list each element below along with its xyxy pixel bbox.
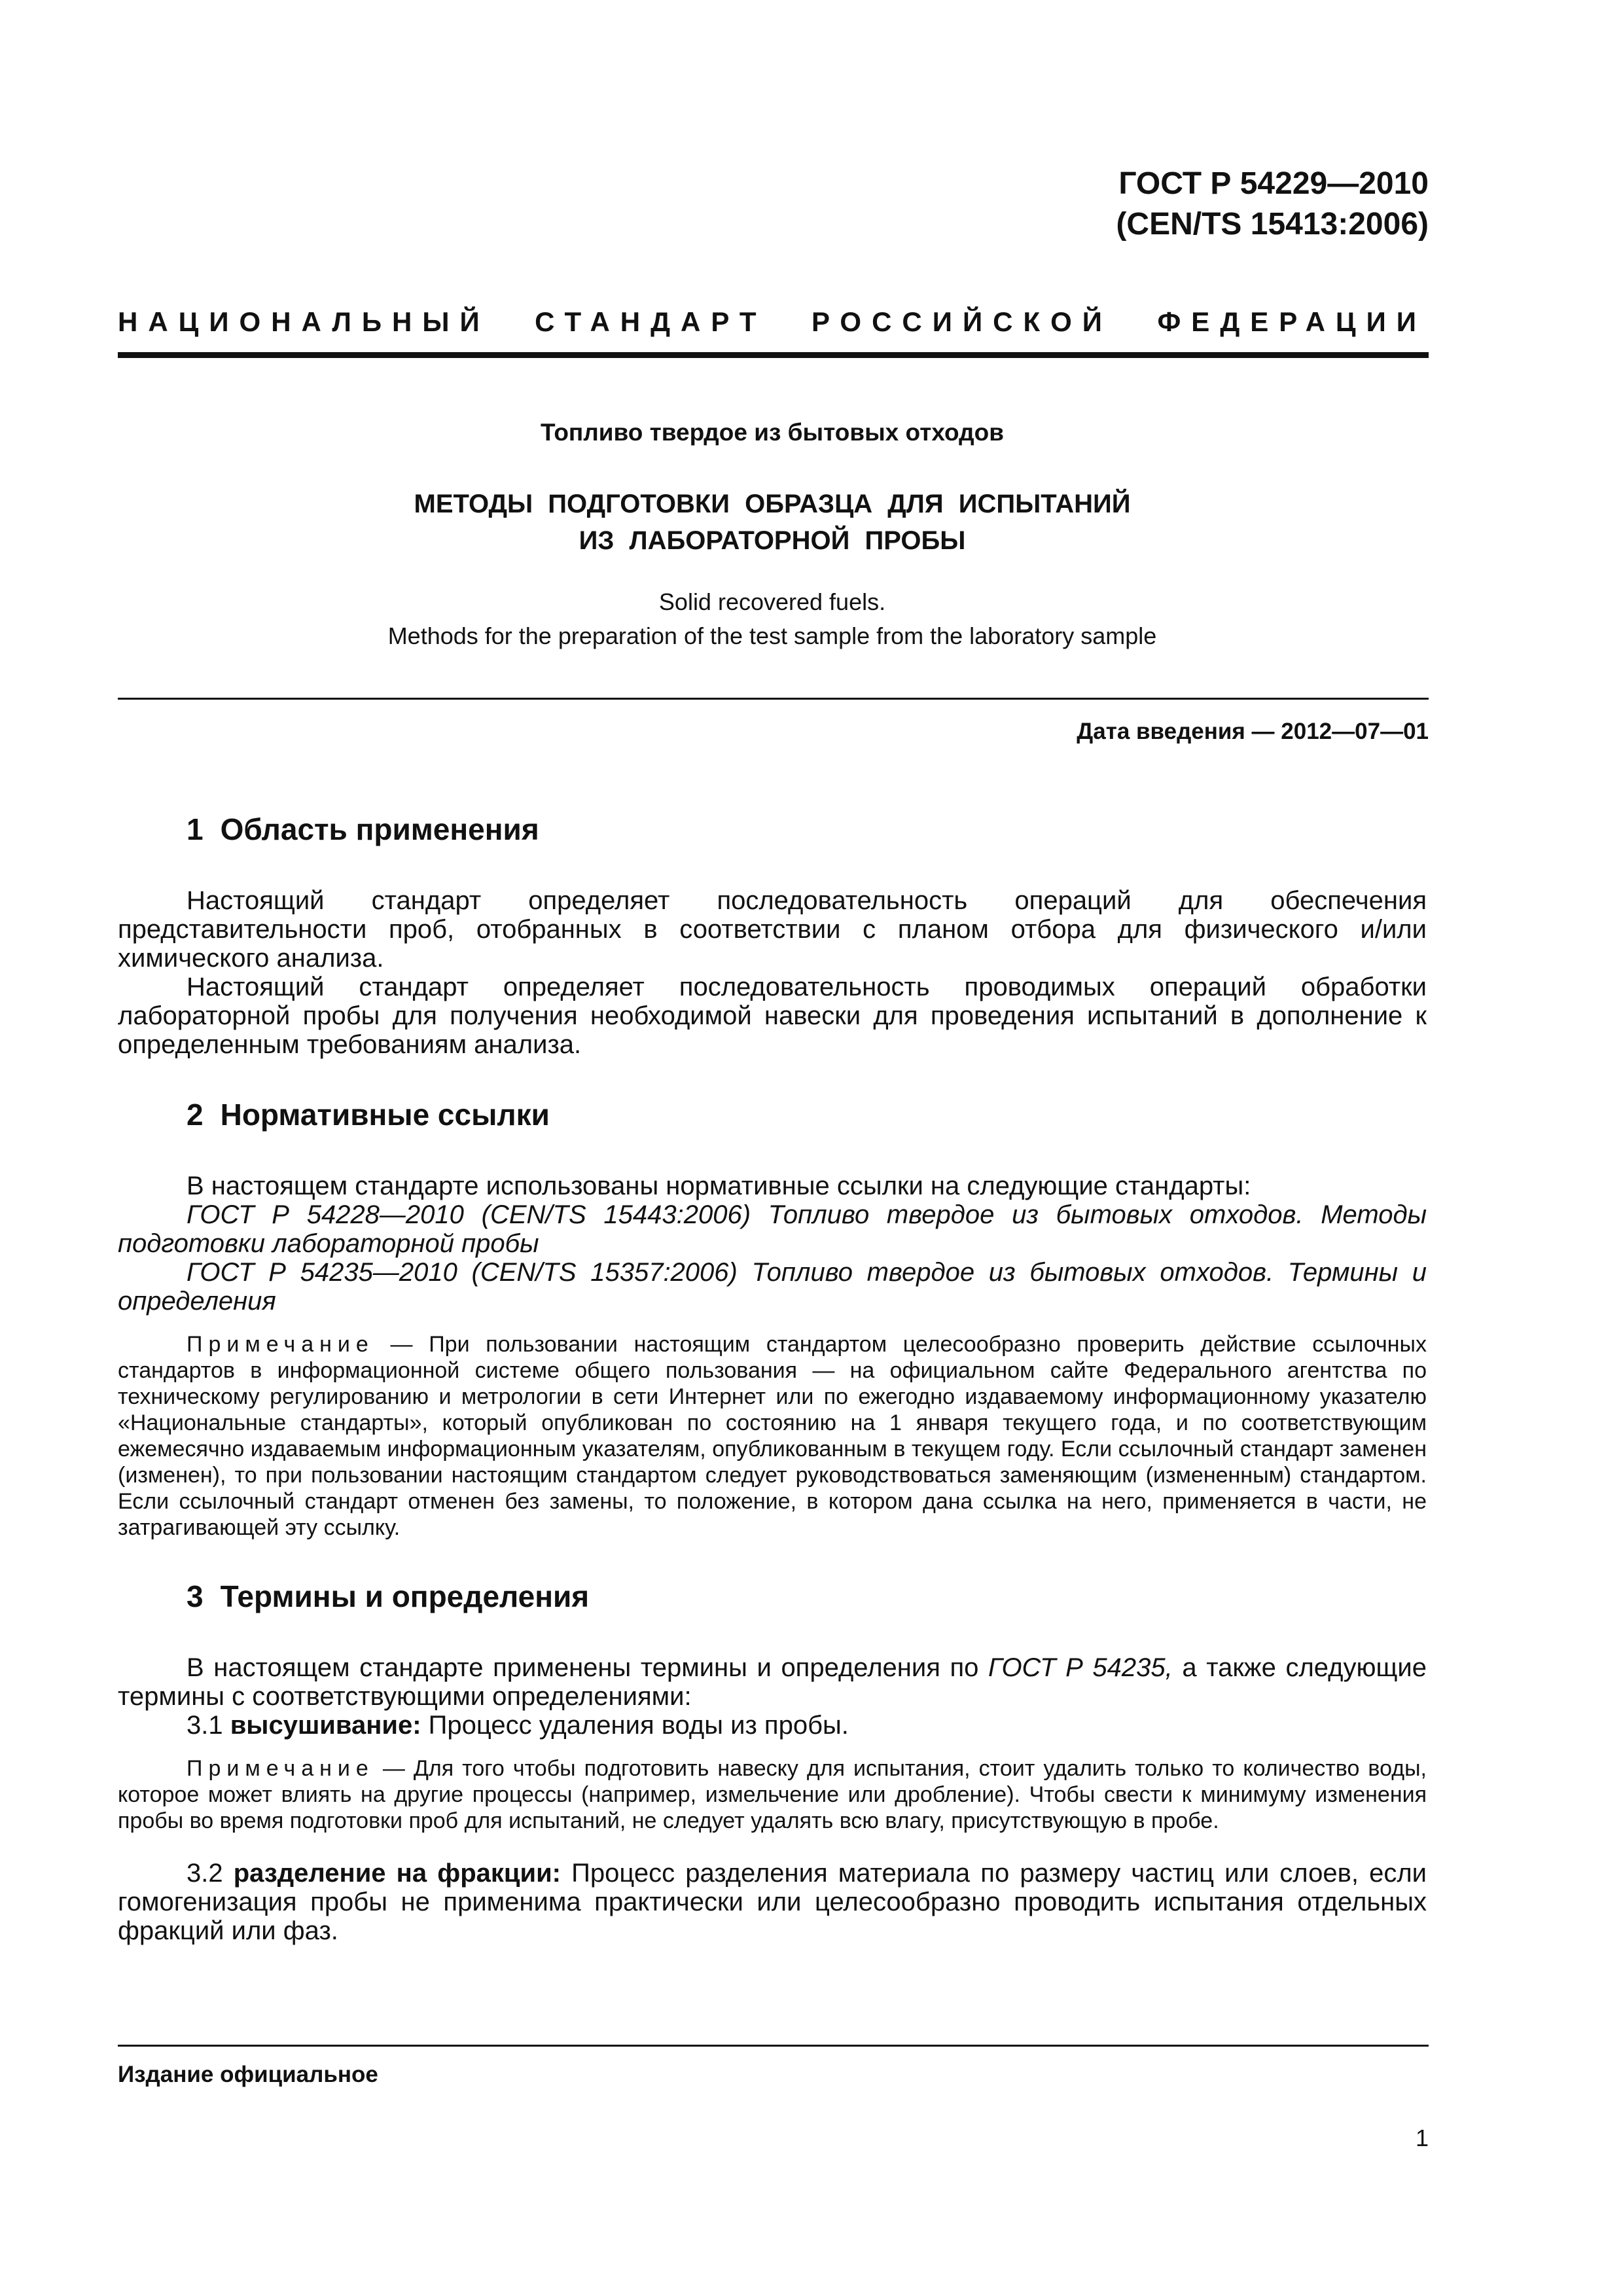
term-number: 3.2 — [187, 1859, 234, 1888]
section-heading — [118, 1579, 1427, 1614]
national-standard-banner — [118, 306, 1427, 338]
standard-code — [1116, 164, 1429, 245]
title-divider — [118, 698, 1429, 700]
banner-rule — [118, 352, 1429, 358]
banner-word: НАЦИОНАЛЬНЫЙ — [118, 306, 490, 337]
standard-code-line2: (CEN/TS 15413:2006) — [1116, 207, 1429, 242]
english-title — [118, 585, 1427, 653]
paragraph: Настоящий стандарт определяет последовательность проводимых операций обработки лабораторной пробы для получения необходимой навески для проведения испытаний в дополнение к определенным требованиям анализа. — [118, 973, 1427, 1059]
note — [118, 1755, 1427, 1834]
page-number: 1 — [1415, 2125, 1429, 2151]
standard-reference: ГОСТ Р 54235, — [988, 1653, 1173, 1682]
introduction-date: Дата введения — 2012—07—01 — [1077, 719, 1429, 744]
english-title-line: Solid recovered fuels. — [658, 588, 886, 615]
section-number: 3 — [187, 1579, 204, 1613]
document-subject: Топливо твердое из бытовых отходов — [541, 419, 1004, 446]
term-number: 3.1 — [187, 1711, 230, 1740]
section-heading — [118, 812, 1427, 847]
note-text: — Для того чтобы подготовить навеску для испытания, стоит удалить только то количество воды, которое может влиять на другие процессы (например, измельчение или дробление). Чтобы свести к минимуму изменения пробы во время подготовки проб для испытаний, не следует удалять всю влагу, присутствующую в пробе. — [118, 1756, 1427, 1833]
document-body — [118, 812, 1427, 1945]
section-title: Нормативные ссылки — [220, 1098, 550, 1132]
english-title-line: Methods for the preparation of the test sample from the laboratory sample — [387, 622, 1157, 649]
paragraph — [118, 1653, 1427, 1711]
banner-word: РОССИЙСКОЙ — [811, 306, 1113, 337]
document-title — [118, 486, 1427, 559]
term-definition — [118, 1859, 1427, 1945]
paragraph: Настоящий стандарт определяет последовательность операций для обеспечения представительности проб, отобранных в соответствии с планом отбора для физического и/или химического анализа. — [118, 886, 1427, 973]
note-label: Примечание — [187, 1332, 374, 1357]
reference-item: ГОСТ Р 54235—2010 (CEN/TS 15357:2006) Топливо твердое из бытовых отходов. Термины и определения — [118, 1258, 1427, 1316]
paragraph: В настоящем стандарте использованы нормативные ссылки на следующие стандарты: — [187, 1172, 1251, 1200]
term: высушивание: — [230, 1711, 421, 1740]
title-line: ИЗ ЛАБОРАТОРНОЙ ПРОБЫ — [579, 526, 966, 555]
definition: Процесс разделения материала по размеру частиц или слоев, если гомогенизация пробы не применима практически или целесообразно проводить испытания отдельных фракций или фаз. — [118, 1859, 1427, 1945]
note-label: Примечание — [187, 1756, 374, 1781]
banner-word: СТАНДАРТ — [535, 306, 767, 337]
definition: Процесс удаления воды из пробы. — [421, 1711, 849, 1740]
note — [118, 1331, 1427, 1541]
section-number: 1 — [187, 812, 204, 846]
term: разделение на фракции: — [233, 1859, 561, 1888]
note-text: — При пользовании настоящим стандартом целесообразно проверить действие ссылочных стандартов в информационной системе общего пользования — на официальном сайте Федерального агентства по техническому регулированию и метрологии в сети Интернет или по ежегодно издаваемому информационному указателю «Национальные стандарты», который опубликован по состоянию на 1 января текущего года, и по соответствующим ежемесячно издаваемым информационным указателям, опубликованным в текущем году. Если ссылочный стандарт заменен (изменен), то при пользовании настоящим стандартом следует руководствоваться заменяющим (измененным) стандартом. Если ссылочный стандарт отменен без замены, то положение, в котором дана ссылка на него, применяется в части, не затрагивающей эту ссылку. — [118, 1332, 1427, 1540]
section-heading — [118, 1097, 1427, 1132]
paragraph-text: а также следующие термины с соответствующими определениями: — [118, 1653, 1427, 1711]
title-line: МЕТОДЫ ПОДГОТОВКИ ОБРАЗЦА ДЛЯ ИСПЫТАНИЙ — [414, 490, 1131, 518]
footer-rule — [118, 2045, 1429, 2047]
banner-word: ФЕДЕРАЦИИ — [1157, 306, 1427, 337]
section-title: Область применения — [220, 812, 539, 846]
section-number: 2 — [187, 1098, 204, 1132]
section-title: Термины и определения — [220, 1579, 590, 1613]
official-edition-label: Издание официальное — [118, 2062, 378, 2087]
standard-code-line1: ГОСТ Р 54229—2010 — [1118, 166, 1429, 201]
reference-item: ГОСТ Р 54228—2010 (CEN/TS 15443:2006) Топливо твердое из бытовых отходов. Методы подготовки лабораторной пробы — [118, 1200, 1427, 1258]
term-definition — [118, 1711, 1427, 1740]
paragraph-text: В настоящем стандарте применены термины и определения по — [187, 1653, 989, 1682]
